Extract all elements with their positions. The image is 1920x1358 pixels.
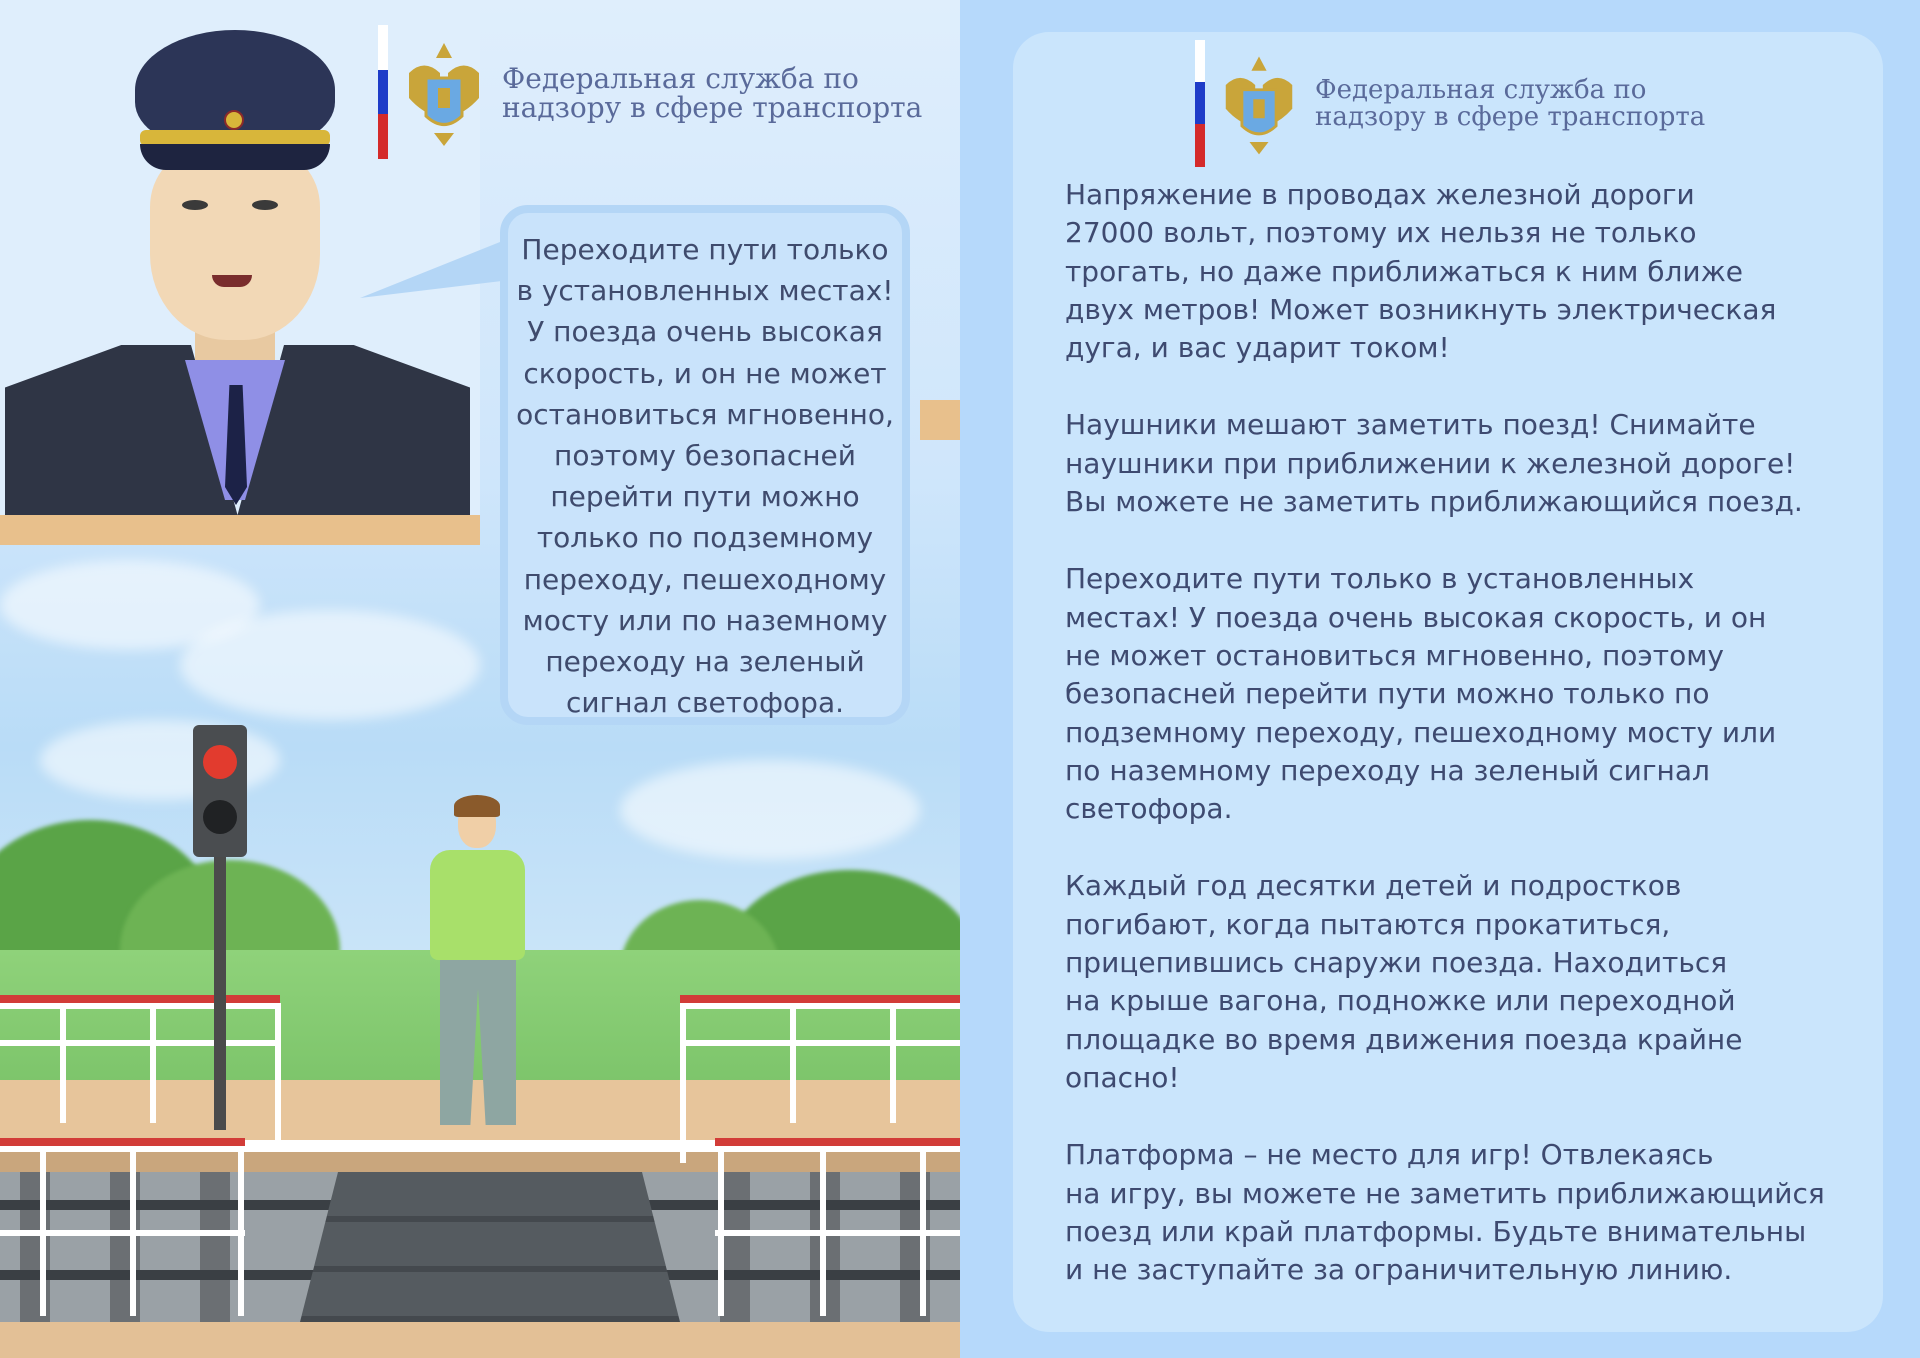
double-headed-eagle-emblem-icon [404, 38, 484, 148]
cap-badge-icon [224, 110, 244, 130]
fence-rail-red [680, 995, 960, 1003]
fence-rail-red [0, 1138, 245, 1146]
fence-rail-red [0, 995, 280, 1003]
red-light-icon [203, 745, 237, 779]
speech-line: в установленных местах! [516, 274, 894, 308]
lower-platform [0, 1322, 960, 1358]
fence-post [790, 1003, 796, 1123]
speech-line: переходу, пешеходному [523, 562, 887, 596]
frame-corner [920, 400, 960, 440]
agency-name-line1: Федеральная служба по [1315, 75, 1647, 105]
pedestrian-crossing [300, 1172, 680, 1322]
speech-line: поэтому безопасней [554, 439, 856, 473]
speech-line: Переходите пути только [521, 233, 889, 266]
fence-bar [715, 1230, 960, 1236]
rail-tie [720, 1172, 750, 1322]
signal-pole [214, 850, 226, 1130]
fence-post [890, 1003, 896, 1123]
speech-line: скорость, и он не может [523, 356, 887, 390]
green-light-off-icon [203, 800, 237, 834]
platform-curb [0, 1152, 960, 1172]
agency-name-line1: Федеральная служба по [502, 61, 859, 95]
paragraph-platform: Платформа – не место для игр! Отвлекаясь на игру, вы можете не заметить приближающийся поезд или край платформы. Будьте внимательны и не заступайте за ограничительную линию. [1065, 1138, 1825, 1287]
fence-post [60, 1003, 66, 1123]
boy-figure [430, 850, 525, 960]
officer-eye [182, 200, 208, 210]
speech-line: остановиться мгновенно, [516, 397, 894, 431]
cloud [620, 760, 920, 860]
fence-bar [680, 1040, 960, 1046]
speech-line: только по подземному [536, 521, 874, 555]
fence-post [680, 1003, 686, 1163]
officer-eye [252, 200, 278, 210]
safety-rules-text [1065, 176, 1865, 1328]
agency-name-line2: надзору в сфере транспорта [502, 90, 923, 124]
cloud [180, 610, 480, 720]
agency-name [502, 61, 923, 124]
agency-logo-left [378, 25, 922, 160]
rail-tie [200, 1172, 230, 1322]
paragraph-voltage: Напряжение в проводах железной дороги 27000 вольт, поэтому их нельзя не только трогать, но даже приближаться к ним ближе двух метров! Может возникнуть электрическая дуга, и вас ударит током! [1065, 178, 1777, 365]
fence-bar [0, 1040, 280, 1046]
agency-name [1315, 77, 1705, 131]
agency-logo-right [1195, 40, 1705, 168]
speech-line: У поезда очень высокая [527, 315, 883, 349]
officer-cap-visor [140, 144, 330, 170]
speech-line: переходу на зеленый [545, 645, 865, 679]
fence-bar [0, 1230, 245, 1236]
fence-bar [0, 1146, 245, 1152]
russian-flag-icon [1195, 40, 1205, 168]
speech-line: сигнал светофора. [565, 686, 845, 720]
officer-mouth [212, 275, 252, 287]
fence-rail-red [715, 1138, 960, 1146]
officer-face [150, 150, 320, 340]
right-text-panel [960, 0, 1920, 1358]
speech-line: мосту или по наземному [522, 603, 888, 637]
russian-flag-icon [378, 25, 388, 160]
fence-bar [680, 1003, 960, 1009]
agency-name-line2: надзору в сфере транспорта [1315, 102, 1706, 132]
paragraph-train-surfing: Каждый год десятки детей и подростков погибают, когда пытаются прокатиться, прицепившись снаружи поезда. Находиться на крыше вагона, подножке или переходной площадке во время движения поезда крайне опасно! [1065, 869, 1743, 1094]
fence-post [150, 1003, 156, 1123]
officer-frame-shelf [0, 515, 480, 545]
double-headed-eagle-emblem-icon [1221, 51, 1297, 157]
fence-post [275, 1003, 281, 1143]
speech-bubble [500, 205, 910, 725]
boy-hair [454, 795, 500, 817]
speech-line: перейти пути можно [550, 480, 860, 514]
paragraph-crossing: Переходите пути только в установленных местах! У поезда очень высокая скорость, и он не может остановиться мгновенно, поэтому безопасней перейти пути можно только по подземному переходу, пешеходному мосту или по наземному переходу на зеленый сигнал светофора. [1065, 562, 1777, 826]
fence-bar [0, 1003, 280, 1009]
paragraph-headphones: Наушники мешают заметить поезд! Снимайте наушники при приближении к железной дороге! Вы можете не заметить приближающийся поезд. [1065, 408, 1803, 519]
